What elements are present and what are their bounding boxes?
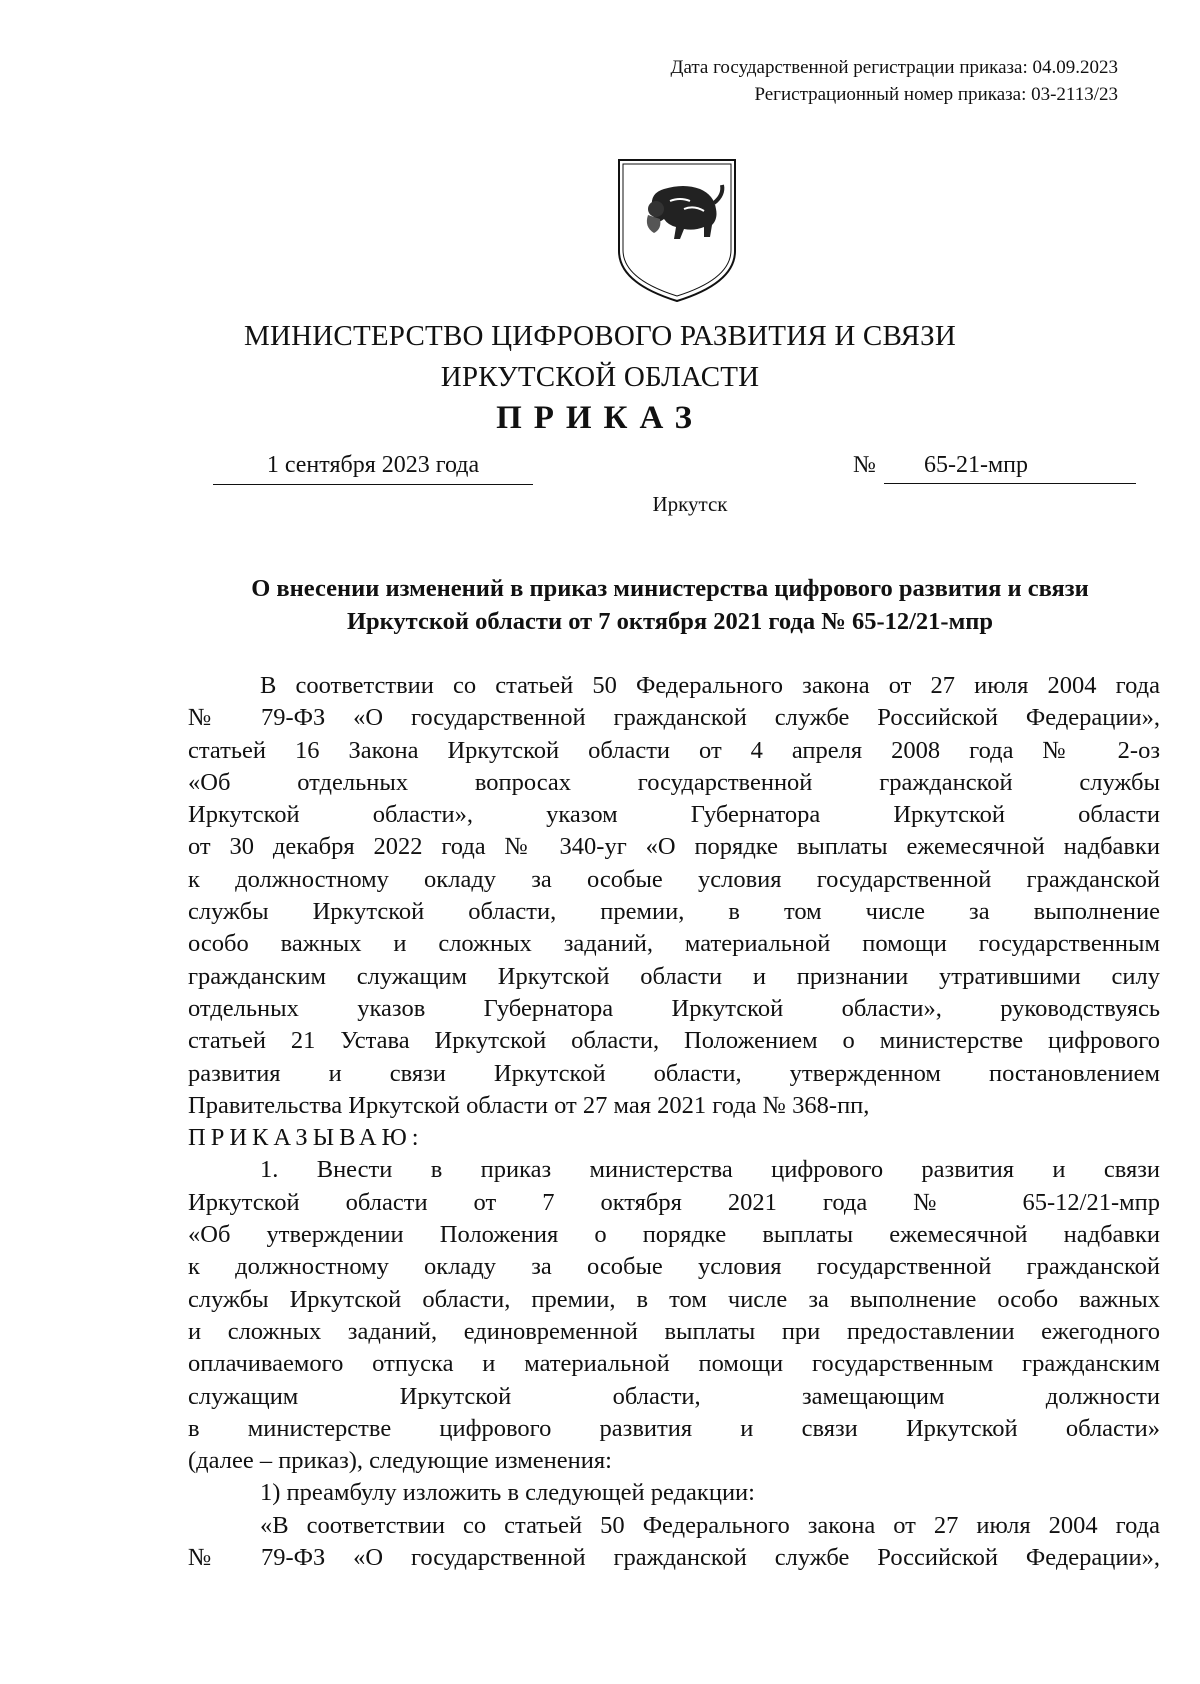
registration-info	[670, 54, 1118, 108]
coat-of-arms-svg	[614, 155, 740, 307]
body-line: «В соответствии со статьей 50 Федерального закона от 27 июля 2004 года	[260, 1511, 1160, 1539]
body-line: Иркутской области», указом Губернатора Иркутской области	[188, 801, 1160, 829]
registration-number: Регистрационный номер приказа: 03-2113/23	[754, 84, 1118, 105]
body-line: В соответствии со статьей 50 Федерального закона от 27 июля 2004 года	[260, 672, 1160, 699]
body-line: Иркутской области от 7 октября 2021 года № 65-12/21-мпр	[188, 1188, 1160, 1216]
order-date: 1 сентября 2023 года	[213, 452, 533, 485]
document-heading	[180, 572, 1160, 638]
ministry-line-1: МИНИСТЕРСТВО ЦИФРОВОГО РАЗВИТИЯ И СВЯЗИ	[244, 320, 956, 352]
body-line: отдельных указов Губернатора Иркутской области», руководствуясь	[188, 994, 1160, 1022]
body-line: от 30 декабря 2022 года № 340-уг «О порядке выплаты ежемесячной надбавки	[188, 833, 1160, 861]
body-line: статьей 16 Закона Иркутской области от 4 апреля 2008 года № 2-оз	[188, 736, 1160, 764]
body-line: и сложных заданий, единовременной выплаты при предоставлении ежегодного	[188, 1317, 1160, 1345]
body-line: Правительства Иркутской области от 27 мая 2021 года № 368-пп,	[188, 1091, 870, 1119]
body-line: оплачиваемого отпуска и материальной помощи государственным гражданским	[188, 1350, 1160, 1378]
body-line: № 79-ФЗ «О государственной гражданской службе Российской Федерации»,	[188, 704, 1160, 732]
order-city: Иркутск	[652, 492, 728, 516]
order-title: ПРИКАЗ	[496, 400, 704, 436]
body-line: к должностному окладу за особые условия государственной гражданской	[188, 1253, 1160, 1281]
body-line: особо важных и сложных заданий, материальной помощи государственным	[188, 930, 1160, 958]
order-number-label: №	[853, 452, 876, 478]
body-line: 1) преамбулу изложить в следующей редакции:	[260, 1479, 755, 1507]
body-line: (далее – приказ), следующие изменения:	[188, 1447, 612, 1475]
body-line: «Об утверждении Положения о порядке выплаты ежемесячной надбавки	[188, 1221, 1160, 1249]
body-line: развития и связи Иркутской области, утвержденном постановлением	[188, 1059, 1160, 1087]
body-line: к должностному окладу за особые условия государственной гражданской	[188, 865, 1160, 893]
body-line: гражданским служащим Иркутской области и признании утратившими силу	[188, 962, 1160, 990]
ministry-line-2: ИРКУТСКОЙ ОБЛАСТИ	[440, 361, 760, 393]
body-line: в министерстве цифрового развития и связи Иркутской области»	[188, 1414, 1160, 1442]
registration-date: Дата государственной регистрации приказа: 04.09.2023	[670, 57, 1118, 78]
document-body	[188, 670, 1160, 1574]
body-line: 1. Внести в приказ министерства цифрового развития и связи	[260, 1156, 1160, 1184]
heading-line-2: Иркутской области от 7 октября 2021 года № 65-12/21-мпр	[346, 608, 994, 635]
ministry-name	[0, 316, 1200, 398]
body-line: ПРИКАЗЫВАЮ:	[188, 1124, 424, 1152]
body-line: «Об отдельных вопросах государственной гражданской службы	[188, 768, 1160, 796]
body-line: службы Иркутской области, премии, в том числе за выполнение особо важных	[188, 1285, 1160, 1313]
body-line: службы Иркутской области, премии, в том числе за выполнение	[188, 898, 1160, 926]
order-number: 65-21-мпр	[884, 452, 1136, 484]
coat-of-arms-icon	[614, 155, 740, 307]
body-line: служащим Иркутской области, замещающим должности	[188, 1382, 1160, 1410]
heading-line-1: О внесении изменений в приказ министерства цифрового развития и связи	[251, 575, 1089, 602]
body-line: статьей 21 Устава Иркутской области, Положением о министерстве цифрового	[188, 1027, 1160, 1055]
body-line: № 79-ФЗ «О государственной гражданской службе Российской Федерации»,	[188, 1544, 1160, 1572]
